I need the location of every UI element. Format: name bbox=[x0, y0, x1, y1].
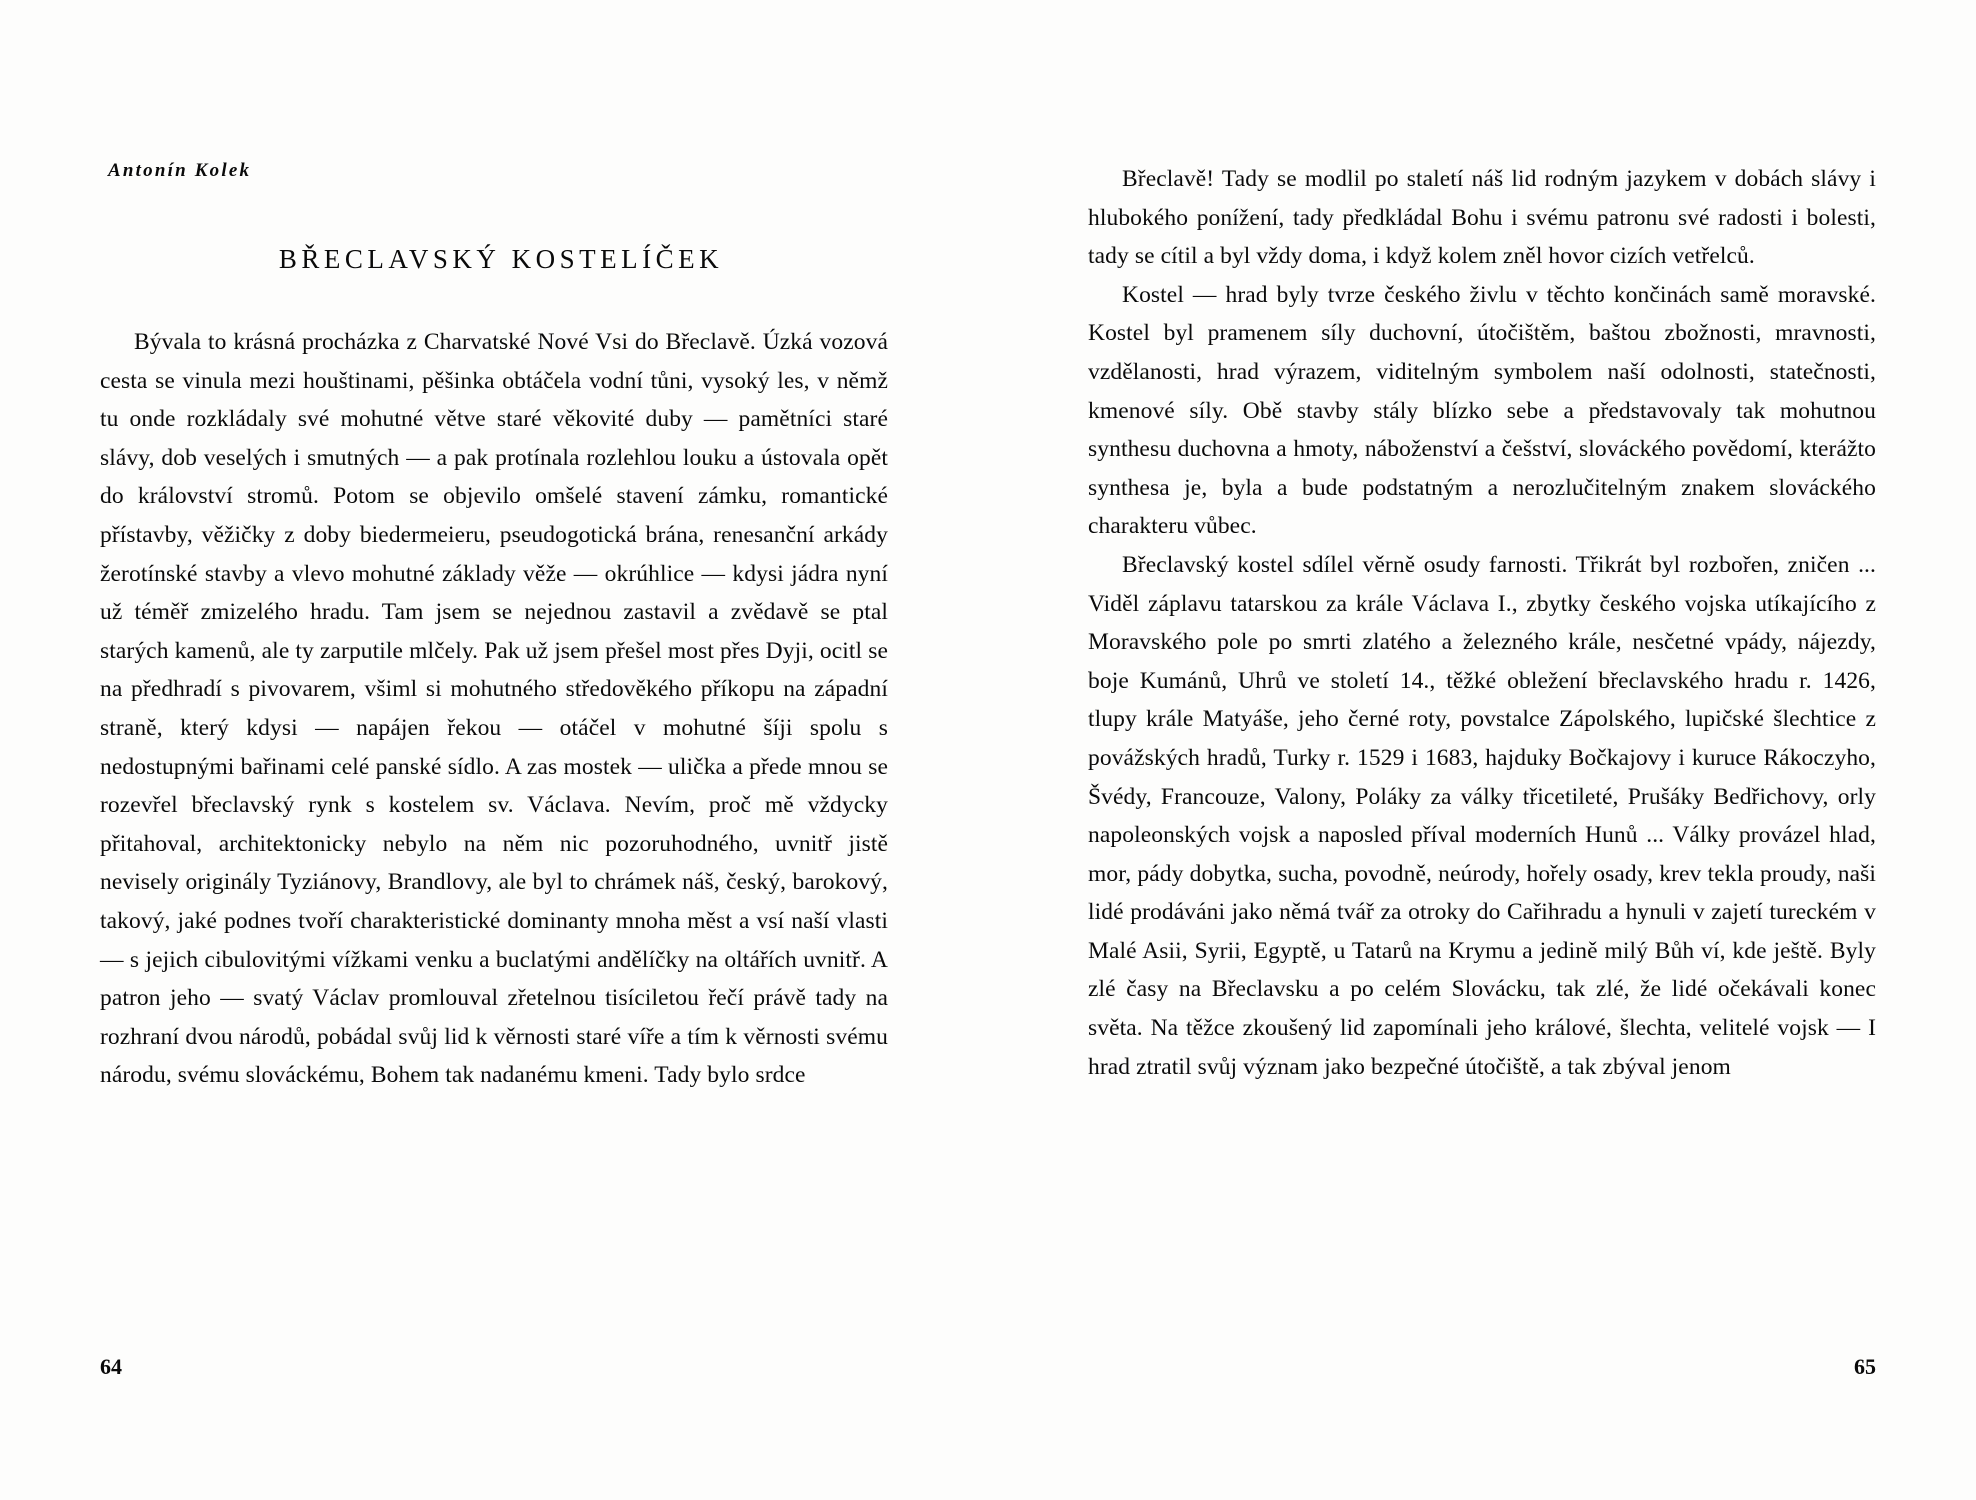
folio-right: 65 bbox=[1854, 1354, 1876, 1379]
folio-left: 64 bbox=[100, 1354, 122, 1379]
paragraph: Bývala to krásná procházka z Charvatské Nové Vsi do Břeclavě. Úzká vozová cesta se vinula mezi houštinami, pěšinka obtáčela vodní tůni, vysoký les, v němž tu onde rozkládaly své mohutné větve staré věkovité duby — pamětníci staré slávy, dob veselých i smutných — a pak protínala rozlehlou louku a ústovala opět do království stromů. Potom se objevilo omšelé stavení zámku, romantické přístavby, věžičky z doby biedermeieru, pseudogotická brána, renesanční arkády žerotínské stavby a vlevo mohutné základy věže — okrúhlice — kdysi jádra nyní už téměř zmizelého hradu. Tam jsem se nejednou zastavil a zvědavě se ptal starých kamenů, ale ty zarputile mlčely. Pak už jsem přešel most přes Dyji, ocitl se na předhradí s pivovarem, všiml si mohutného středověkého příkopu na západní straně, který kdysi — napájen řekou — otáčel v mohutné šíji spolu s nedostupnými bařinami celé panské sídlo. A zas mostek — ulička a přede mnou se rozevřel břeclavský rynk s kostelem sv. Václava. Nevím, proč mě vždycky přitahoval, architektonicky nebylo na něm nic pozoruhodného, uvnitř jistě nevisely originály Tyziánovy, Brandlovy, ale byl to chrámek náš, český, barokový, takový, jaké podnes tvoří charakteristické dominanty mnoha měst a vsí naší vlasti — s jejich cibulovitými vížkami venku a buclatými andělíčky na oltářích uvnitř. A patron jeho — svatý Václav promlouval zřetelnou tisíciletou řečí právě tady na rozhraní dvou národů, pobádal svůj lid k věrnosti staré víře a tím k věrnosti svému národu, svému slováckému, Bohem tak nadanému kmeni. Tady bylo srdce bbox=[100, 329, 888, 1089]
paragraph: Břeclavský kostel sdílel věrně osudy farnosti. Třikrát byl rozbořen, zničen ... Viděl záplavu tatarskou za krále Václava I., zbytky českého vojska utíkajícího z Moravského pole po smrti zlatého a železného krále, nesčetné vpády, nájezdy, boje Kumánů, Uhrů ve století 14., těžké obležení břeclavského hradu r. 1426, tlupy krále Matyáše, jeho černé roty, povstalce Zápolského, lupičské šlechtice z povážských hradů, Turky r. 1529 i 1683, hajduky Bočkajovy i kuruce Rákoczyho, Švédy, Francouze, Valony, Poláky za války třicetileté, Prušáky Bedřichovy, orly napoleonských vojsk a naposled příval moderních Hunů ... Války provázel hlad, mor, pády dobytka, sucha, povodně, neúrody, hořely osady, krev tekla proudy, naši lidé prodáváni jako němá tvář za otroky do Cařihradu a hynuli v zajetí tureckém v Malé Asii, Syrii, Egyptě, u Tatarů na Krymu a jedině milý Bůh ví, kde ještě. Byly zlé časy na Břeclavsku a po celém Slovácku, tak zlé, že lidé očekávali konec světa. Na těžce zkoušený lid zapomínali jeho králové, šlechta, velitelé vojsk — I hrad ztratil svůj význam jako bezpečné útočiště, a tak zbýval jenom bbox=[1088, 551, 1876, 1080]
left-page-body bbox=[100, 323, 888, 1095]
paragraph: Kostel — hrad byly tvrze českého živlu v těchto končinách samě moravské. Kostel byl pramenem síly duchovní, útočištěm, baštou zbožnosti, mravnosti, vzdělanosti, hrad výrazem, viditelným symbolem naší odolnosti, statečnosti, kmenové síly. Obě stavby stály blízko sebe a představovaly tak mohutnou synthesu duchovna a hmoty, náboženství a češství, slováckého povědomí, kterážto synthesa je, byla a bude podstatným a nerozlučitelným znakem slováckého charakteru vůbec. bbox=[1088, 281, 1876, 540]
right-page bbox=[988, 0, 1976, 1500]
right-page-body bbox=[1088, 160, 1876, 1086]
paragraph: Břeclavě! Tady se modlil po staletí náš lid rodným jazykem v dobách slávy i hlubokého ponížení, tady předkládal Bohu i svému patronu své radosti i bolesti, tady se cítil a byl vždy doma, i když kolem zněl hovor cizích vetřelců. bbox=[1088, 166, 1876, 270]
page-title: BŘECLAVSKÝ KOSTELÍČEK bbox=[278, 244, 724, 274]
author-byline: Antonín Kolek bbox=[108, 160, 252, 181]
